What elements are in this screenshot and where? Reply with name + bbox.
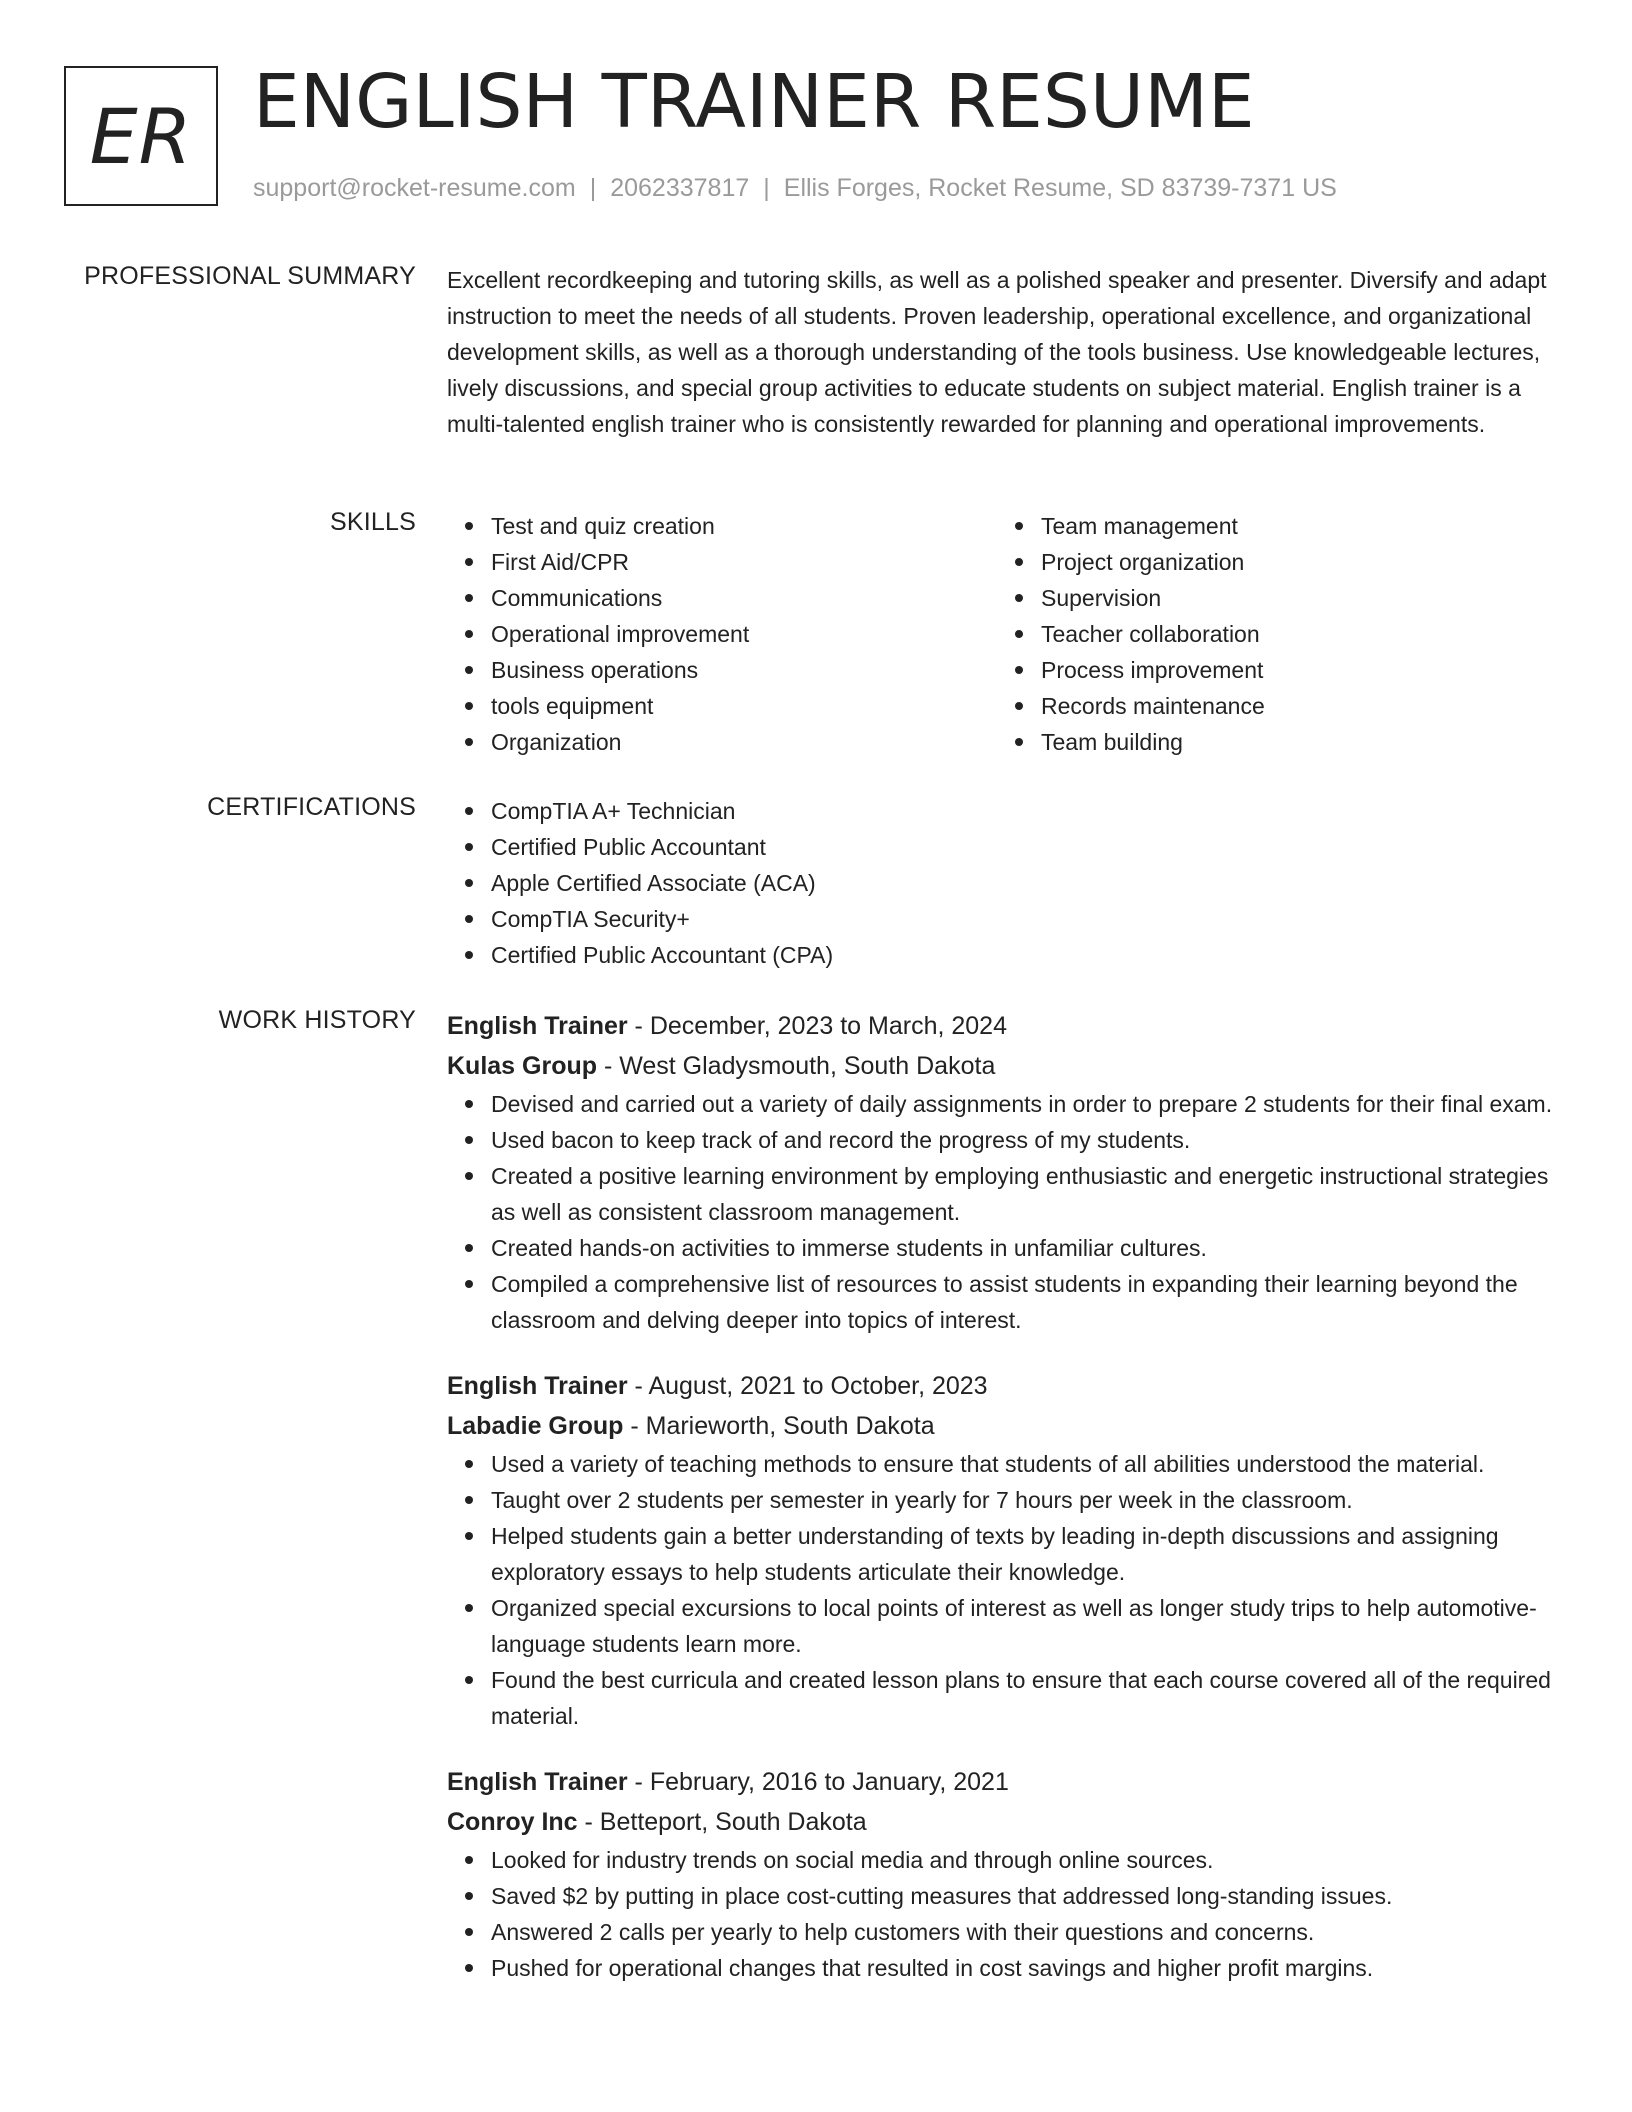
resume-title: ENGLISH TRAINER RESUME — [253, 59, 1255, 145]
job-title-line — [447, 1762, 1567, 1802]
skill-item: First Aid/CPR — [491, 544, 997, 580]
job-duty-item: Used a variety of teaching methods to ensure that students of all abilities understood the material. — [491, 1446, 1567, 1482]
job-duty-item: Pushed for operational changes that resulted in cost savings and higher profit margins. — [491, 1950, 1567, 1986]
skill-item: Test and quiz creation — [491, 508, 997, 544]
skill-item: tools equipment — [491, 688, 997, 724]
monogram-logo: ER — [64, 66, 218, 206]
job-company-line — [447, 1046, 1567, 1086]
job-duty-item: Taught over 2 students per semester in yearly for 7 hours per week in the classroom. — [491, 1482, 1567, 1518]
job-duty-item: Used bacon to keep track of and record the progress of my students. — [491, 1122, 1567, 1158]
job-duty-item: Saved $2 by putting in place cost-cutting measures that addressed long-standing issues. — [491, 1878, 1567, 1914]
job-duties — [447, 1446, 1567, 1734]
certification-item: Certified Public Accountant — [491, 829, 1567, 865]
job-title-line — [447, 1006, 1567, 1046]
skills-column-right — [997, 508, 1547, 760]
contact-line — [253, 174, 1337, 203]
job-duties — [447, 1842, 1567, 1986]
summary-body — [447, 262, 1567, 442]
job-duty-item: Found the best curricula and created lesson plans to ensure that each course covered all of the required material. — [491, 1662, 1567, 1734]
job-entry — [447, 1006, 1567, 1338]
contact-email[interactable]: support@rocket-resume.com — [253, 174, 576, 202]
skills-heading: SKILLS — [330, 508, 416, 536]
job-entry — [447, 1762, 1567, 1986]
skill-item: Teacher collaboration — [1041, 616, 1547, 652]
skill-item: Project organization — [1041, 544, 1547, 580]
job-dates: - February, 2016 to January, 2021 — [627, 1768, 1009, 1796]
job-title: English Trainer — [447, 1372, 628, 1400]
certifications-body — [447, 793, 1567, 973]
contact-address: Ellis Forges, Rocket Resume, SD 83739-7371 US — [783, 174, 1337, 202]
job-company-line — [447, 1802, 1567, 1842]
work-history-body — [447, 1006, 1567, 2014]
skill-item: Supervision — [1041, 580, 1547, 616]
job-duties — [447, 1086, 1567, 1338]
contact-separator: | — [589, 174, 597, 202]
skill-item: Records maintenance — [1041, 688, 1547, 724]
certification-item: CompTIA A+ Technician — [491, 793, 1567, 829]
job-dates: - December, 2023 to March, 2024 — [627, 1012, 1007, 1040]
job-company: Kulas Group — [447, 1052, 598, 1080]
job-company: Conroy Inc — [447, 1808, 578, 1836]
skill-item: Team building — [1041, 724, 1547, 760]
job-duty-item: Answered 2 calls per yearly to help customers with their questions and concerns. — [491, 1914, 1567, 1950]
job-entry — [447, 1366, 1567, 1734]
certification-item: Apple Certified Associate (ACA) — [491, 865, 1567, 901]
job-company: Labadie Group — [447, 1412, 624, 1440]
job-location: - Marieworth, South Dakota — [623, 1412, 935, 1440]
skills-column-left — [447, 508, 997, 760]
summary-text: Excellent recordkeeping and tutoring skills, as well as a polished speaker and presenter. Diversify and adapt instruction to meet the needs of all students. Proven leadership, operational excellence, and organizational development skills, as well as a thorough understanding of the tools business. Use knowledgeable lectures, lively discussions, and special group activities to educate students on subject material. English trainer is a multi-talented english trainer who is consistently rewarded for planning and operational improvements. — [447, 267, 1547, 437]
skill-item: Communications — [491, 580, 997, 616]
job-location: - Betteport, South Dakota — [577, 1808, 867, 1836]
job-title-line — [447, 1366, 1567, 1406]
job-duty-item: Organized special excursions to local points of interest as well as longer study trips to help automotive-language students learn more. — [491, 1590, 1567, 1662]
certifications-heading: CERTIFICATIONS — [207, 793, 416, 821]
skill-item: Team management — [1041, 508, 1547, 544]
certification-item: CompTIA Security+ — [491, 901, 1567, 937]
summary-heading: PROFESSIONAL SUMMARY — [84, 262, 416, 290]
contact-phone[interactable]: 2062337817 — [610, 174, 750, 202]
contact-separator: | — [763, 174, 770, 202]
job-duty-item: Devised and carried out a variety of daily assignments in order to prepare 2 students for their final exam. — [491, 1086, 1567, 1122]
skill-item: Business operations — [491, 652, 997, 688]
job-company-line — [447, 1406, 1567, 1446]
skill-item: Organization — [491, 724, 997, 760]
job-duty-item: Created a positive learning environment by employing enthusiastic and energetic instructional strategies as well as consistent classroom management. — [491, 1158, 1567, 1230]
skill-item: Process improvement — [1041, 652, 1547, 688]
job-duty-item: Created hands-on activities to immerse students in unfamiliar cultures. — [491, 1230, 1567, 1266]
work-history-heading: WORK HISTORY — [218, 1006, 416, 1034]
skills-body — [447, 508, 1567, 760]
job-location: - West Gladysmouth, South Dakota — [597, 1052, 996, 1080]
job-duty-item: Helped students gain a better understanding of texts by leading in-depth discussions and assigning exploratory essays to help students articulate their knowledge. — [491, 1518, 1567, 1590]
job-title: English Trainer — [447, 1768, 628, 1796]
job-duty-item: Compiled a comprehensive list of resources to assist students in expanding their learning beyond the classroom and delving deeper into topics of interest. — [491, 1266, 1567, 1338]
skill-item: Operational improvement — [491, 616, 997, 652]
job-title: English Trainer — [447, 1012, 628, 1040]
job-duty-item: Looked for industry trends on social media and through online sources. — [491, 1842, 1567, 1878]
certification-item: Certified Public Accountant (CPA) — [491, 937, 1567, 973]
job-dates: - August, 2021 to October, 2023 — [627, 1372, 988, 1400]
